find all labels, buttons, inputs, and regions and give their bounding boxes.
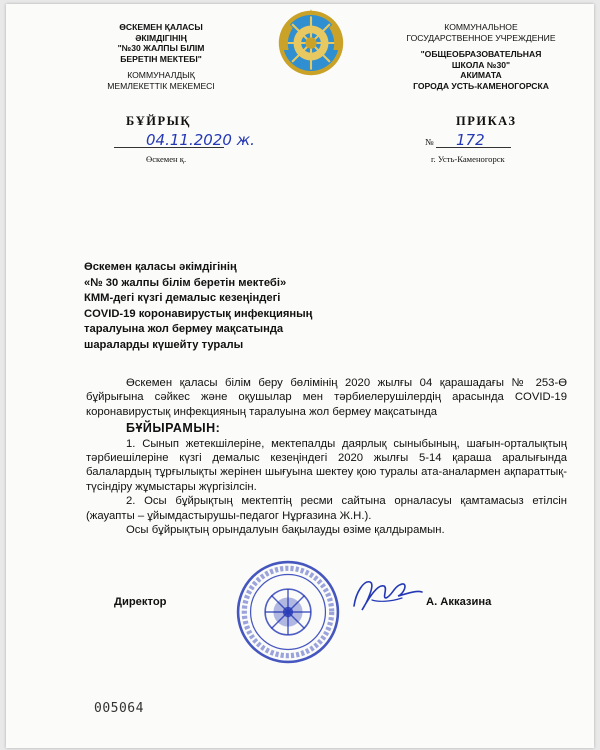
handwritten-number: 172 [456,131,485,149]
order-subject [84,260,424,354]
subject-line: «№ 30 жалпы білім беретін мектебі» [84,276,287,289]
subject-line: COVID-19 коронавирустық инфекцияның [84,307,313,320]
subject-line: шараларды күшейту туралы [84,338,244,351]
handwritten-date: 04.11.2020 ж. [146,131,255,149]
registration-number: 005064 [94,701,144,716]
city-left: Өскемен қ. [146,154,187,164]
number-label: № [425,137,434,147]
header-left-sub-line: КОММУНАЛДЫҚ [127,70,195,80]
intro-paragraph: Өскемен қаласы білім беру бөлімінің 2020 жылғы 04 қарашадағы № 253-Ө бұйрығына сәйкес және оқушылар мен тәрбиелерушілердің арасында COVID-19 коронавирустық инфекцияның таралуына жол бермеу мақсатында [86,377,567,418]
subject-line: таралуына жол бермеу мақсатында [84,323,284,336]
subject-line: КММ-дегі күзгі демалыс кезеңіндегі [84,292,281,305]
director-label: Директор [114,596,167,608]
subject-line: Өскемен қаласы әкімдігінің [84,261,237,273]
header-right-school-line: "ОБЩЕОБРАЗОВАТЕЛЬНАЯ [420,49,542,59]
header-left-line: ӘКІМДІГІНІҢ [135,32,187,43]
header-right-school-line: ШКОЛА №30" [451,59,511,70]
header-right-school-line: ГОРОДА УСТЬ-КАМЕНОГОРСКА [413,80,549,91]
header-right-russian [381,22,581,91]
header-left-line: БЕРЕТІН МЕКТЕБІ" [120,53,202,64]
document-page [6,4,594,748]
header-left-line: "№30 ЖАЛПЫ БІЛІМ [117,43,205,53]
header-right-org-line: ГОСУДАРСТВЕННОЕ УЧРЕЖДЕНИЕ [406,32,556,43]
header-right-school [381,49,581,91]
handwritten-signature-icon [346,574,426,619]
order-item-1: 1. Сынып жетекшілеріне, мектепалды даярлық сыныбының, шағын-орталықтың тәрбиешілеріне күзгі демалыс кезеңіндегі 2020 жылғы 5-14 қараша аралығында балалардың тұрғылықты жерінен шығуына шектеу қою туралы ата-аналармен ақпараттық-түсіндіру жұмыстары жүргізілсін. [86,437,567,493]
order-word: БҰЙЫРАМЫН: [126,421,221,436]
control-paragraph: Осы бұйрықтың орындалуын бақылауды өзіме қалдырамын. [126,524,445,537]
header-left-line: ӨСКЕМЕН ҚАЛАСЫ [119,22,203,32]
order-title-russian: ПРИКАЗ [456,114,517,128]
official-stamp-icon [236,560,340,664]
order-item-2: 2. Осы бұйрықтың мектептің ресми сайтына орналасуы қамтамасыз етілсін (жауапты – ұйымдастырушы-педагог Нұрғазина Ж.Н.). [86,495,567,522]
header-left-sub-line: МЕМЛЕКЕТТІК МЕКЕМЕСІ [107,80,215,91]
order-body [86,376,567,537]
header-right-org-line: КОММУНАЛЬНОЕ [444,22,518,32]
header-left-kazakh [76,22,246,91]
kazakhstan-emblem-icon [276,8,346,78]
header-right-school-line: АКИМАТА [460,70,502,80]
city-right: г. Усть-Каменогорск [431,154,505,164]
header-right-org [381,22,581,43]
order-title-kazakh: БҰЙРЫҚ [126,114,191,128]
director-name: А. Акказина [426,596,492,608]
header-left-sub [76,70,246,91]
